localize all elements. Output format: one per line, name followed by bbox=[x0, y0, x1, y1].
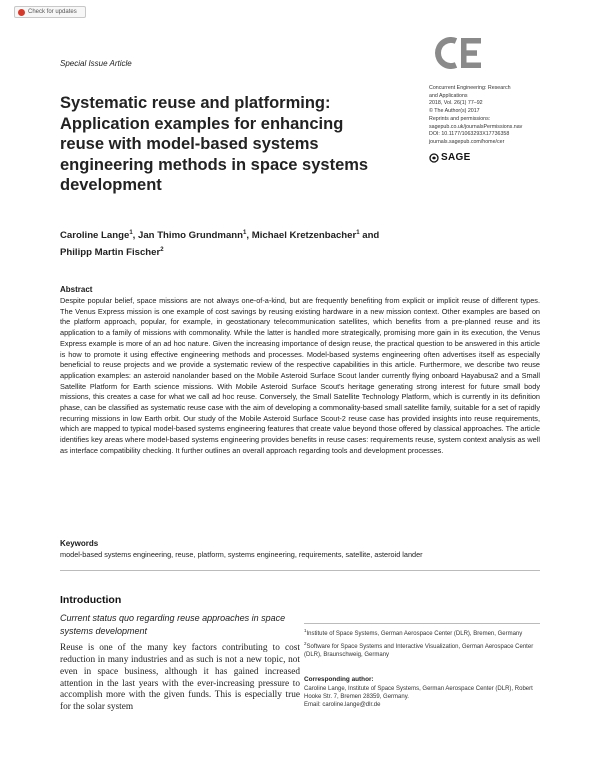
article-type: Special Issue Article bbox=[60, 59, 132, 68]
abstract-body: Despite popular belief, space missions are not always one-of-a-kind, but are frequently benefiting from explicit or implicit reuse of different types. The Venus Express mission is one example of cost savings by reusing existing hardware in a new mission context. Other examples are based on the platform approach, popular, for example, in geostationary telecommunication satellites, which benefits from a pre-planned reuse and its application to a family of missions with commonality. While the latter is handled more strategically, promising more gain in its execution, the Venus Express example is more of an ad hoc nature. Given the increasing importance of design reuse, the practical question to be answered in this article is how to promote it using effective engineering methods and processes. Model-based systems engineering often advertises itself as especially beneficial to reuse projects and we provide a systematic review of the respective capabilities in this article. Furthermore, we describe two reuse application examples: an asteroid nanolander based on the Mobile Asteroid Surface Scout lander currently flying onboard Hayabusa2 and a Small Satellite Platform for Earth science missions. With Mobile Asteroid Surface Scout's heritage generating strong interest for future small body missions, this creates a case for what we call ad hoc reuse. Conversely, the Small Satellite Technology Platform, which is currently in its definition phase, can be classified as systematic reuse case with the aim of developing a commonality-based small satellite family, suitable for a set of rapidly recurring missions in low Earth orbit. Our study of the Mobile Asteroid Surface Scout-2 reuse case has provided insights into reuse requirements, which are mapped to typical model-based systems engineering features that create value beyond those offered by classical approaches. The article identifies key areas where model-based systems engineering provides benefits in reuse cases: requirements reuse, system context analysis as well as interface compatibility checking. It further outlines an overall approach regarding tools and development processes. bbox=[60, 296, 540, 455]
abstract-heading: Abstract bbox=[60, 285, 93, 294]
affiliations bbox=[304, 627, 540, 662]
keywords-list: model-based systems engineering, reuse, platform, systems engineering, requirements, satellite, asteroid lander bbox=[60, 550, 423, 559]
author-name: Jan Thimo Grundmann bbox=[138, 230, 244, 242]
author-name: Michael Kretzenbacher bbox=[251, 230, 357, 242]
author-list bbox=[60, 226, 460, 260]
keywords-heading: Keywords bbox=[60, 539, 99, 548]
permissions-link[interactable]: sagepub.co.uk/journalsPermissions.nav bbox=[429, 123, 523, 130]
introduction-heading: Introduction bbox=[60, 594, 122, 606]
corresponding-author-heading: Corresponding author: bbox=[304, 676, 374, 683]
sage-mark-icon bbox=[429, 153, 439, 163]
update-icon bbox=[18, 9, 25, 16]
author-affiliation-marker: 1 bbox=[129, 230, 133, 236]
author-separator: , bbox=[246, 230, 252, 242]
copyright: © The Author(s) 2017 bbox=[429, 108, 480, 115]
author-affiliation-marker: 1 bbox=[243, 230, 247, 236]
sage-logo bbox=[429, 152, 471, 163]
journal-logo bbox=[430, 37, 492, 69]
check-for-updates-badge[interactable] bbox=[14, 6, 86, 18]
corresponding-author-email[interactable]: Email: caroline.lange@dlr.de bbox=[304, 702, 381, 709]
journal-logo-text: CE bbox=[430, 37, 432, 38]
introduction-subheading: Current status quo regarding reuse approaches in space systems development bbox=[60, 613, 286, 636]
introduction-body: Reuse is one of the many key factors contributing to cost reduction in many industries and as such is not a new topic, not even in space business, although it has gained increased attention in the last years with the ever-increasing pressure to accomplish more with the given funds. This is especially true for the solar system bbox=[60, 643, 300, 713]
doi[interactable]: DOI: 10.1177/1063293X17736358 bbox=[429, 131, 510, 138]
author-separator: and bbox=[359, 230, 380, 242]
footnote-divider bbox=[304, 623, 540, 624]
author-name: Caroline Lange bbox=[60, 230, 130, 242]
article-title: Systematic reuse and platforming: Application examples for enhancing reuse with model-based systems engineering methods in space systems development bbox=[60, 94, 369, 195]
journal-name-line1: Concurrent Engineering: Research bbox=[429, 85, 511, 91]
journal-info bbox=[429, 85, 594, 147]
affiliation-1: $^1$Institute of Space Systems, German Aerospace Center (DLR), Bremen, Germany bbox=[304, 628, 523, 637]
author-separator: , bbox=[132, 230, 138, 242]
journal-volume: 2018, Vol. 26(1) 77–92 bbox=[429, 100, 483, 107]
journal-name-line2: and Applications bbox=[429, 92, 468, 99]
author-affiliation-marker: 1 bbox=[356, 230, 360, 236]
corresponding-author-address: Caroline Lange, Institute of Space Systems, German Aerospace Center (DLR), Robert Hooke Str. 7, Bremen 28359, Germany. bbox=[304, 686, 533, 701]
affiliation-2: $^2$Software for Space Systems and Interactive Visualization, German Aerospace Center (DLR), Braunschweig, Germany bbox=[304, 641, 534, 659]
author-affiliation-marker: 2 bbox=[160, 247, 164, 254]
corresponding-author-details bbox=[304, 685, 540, 710]
check-for-updates-label: Check for updates bbox=[28, 9, 77, 15]
section-divider bbox=[60, 570, 540, 571]
sage-wordmark: SAGE bbox=[441, 152, 471, 163]
journal-home-link[interactable]: journals.sagepub.com/home/cer bbox=[429, 138, 505, 145]
reprints-label: Reprints and permissions: bbox=[429, 115, 491, 122]
author-name: Philipp Martin Fischer bbox=[60, 247, 161, 259]
